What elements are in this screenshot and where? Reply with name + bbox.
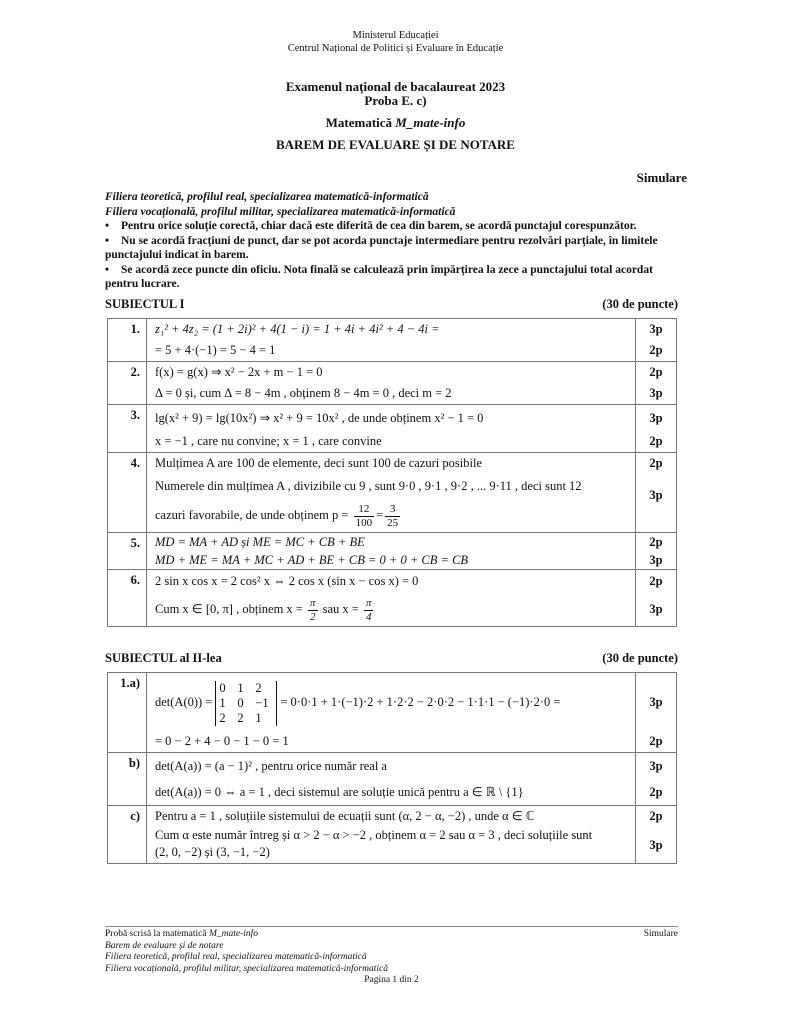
table-row [108,319,677,362]
fraction: $\frac{3}{25}$ [387,502,399,529]
item-points: 2p 3p [636,570,677,627]
table-row [108,405,677,453]
instruction-bullet: • Pentru orice soluție corectă, chiar dacă este diferită de cea din barem, se acordă punctajul corespunzător. [105,220,637,232]
table-row [108,453,677,533]
subject-code: M_mate-info [395,115,466,130]
item-number: 1.a) [108,673,147,753]
item-solution: det(A(0)) = 0 1 2 1 0 −1 2 2 1 = 0·0·1 + 1·(−1)·2 + 1·2·2 − 2·0·2 − 1·1·1 − (−1)·2·0 = = 0 − 2 + 4 − 0 − 1 − 0 = 1 [147,673,636,753]
page-number: Pagina 1 din 2 [364,975,419,985]
subiect-2-points: (30 de puncte) [602,651,678,665]
instruction-bullet: • Se acordă zece puncte din oficiu. Nota finală se calculează prin împărțirea la zece a punctajului total acordat pentru lucrare. [105,263,653,290]
item-solution: Pentru a = 1 , soluțiile sistemului de ecuații sunt (α, 2 − α, −2) , unde α ∈ ℂ Cum α este număr întreg și α > 2 − α > −2 , obținem α = 2 sau α = 3 , deci soluțiile sunt (2, 0, −2) și (3, −1, −2) [147,806,636,864]
item-solution: MD = MA + AD și ME = MC + CB + BE MD + ME = MA + MC + AD + BE + CB = 0 + 0 + CB = CB [147,533,636,570]
item-points: 2p 3p [636,806,677,864]
item-solution: z₁² + 4z₂ = (1 + 2i)² + 4(1 − i) = 1 + 4i + 4i² + 4 − 4i = = 5 + 4·(−1) = 5 − 4 = 1 [147,319,636,362]
barem-title: BAREM DE EVALUARE ȘI DE NOTARE [276,137,515,152]
item-number: 4. [108,453,147,533]
item-solution: Mulțimea A are 100 de elemente, deci sunt 100 de cazuri posibile Numerele din mulțimea A , divizibile cu 9 , sunt 9·0 , 9·1 , 9·2 , ... 9·11 , deci sunt 12 cazuri favorabile, de unde obținem p = $\frac{12}{100}$ = $\frac{3}{25}$ [147,453,636,533]
item-number: 2. [108,362,147,405]
item-points: 3p 2p [636,405,677,453]
footer-divider [105,926,678,927]
exam-title: Examenul național de bacalaureat 2023 [285,79,506,94]
subiect-2-title: SUBIECTUL al II-lea [105,651,222,665]
item-points: 3p 2p [636,673,677,753]
item-number: 6. [108,570,147,627]
footer-line-3: Filiera teoretică, profilul real, specializarea matematică-informatică [105,952,367,962]
table-row [108,806,677,864]
table-row [108,753,677,806]
table-row [108,570,677,627]
filiera-theoretical: Filiera teoretică, profilul real, specializarea matematică-informatică [105,191,429,203]
proba-title: Proba E. c) [364,93,427,108]
item-points: 2p 3p [636,533,677,570]
table-row [108,362,677,405]
fraction: $\frac{\pi}{4}$ [365,596,372,623]
item-solution: det(A(a)) = (a − 1)² , pentru orice număr real a det(A(a)) = 0 ⇔ a = 1 , deci sistemul are soluție unică pentru a ∈ ℝ \ {1} [147,753,636,806]
intro-section [105,190,687,292]
footer-line-4: Filiera vocațională, profilul militar, specializarea matematică-informatică [105,963,388,974]
document-footer [105,929,678,987]
item-solution: lg(x² + 9) = lg(10x²) ⇒ x² + 9 = 10x² , de unde obținem x² − 1 = 0 x = −1 , care nu convine; x = 1 , care convine [147,405,636,453]
subiect-1-table [107,318,677,627]
item-solution: f(x) = g(x) ⇒ x² − 2x + m − 1 = 0 Δ = 0 și, cum Δ = 8 − 4m , obținem 8 − 4m = 0 , deci m = 2 [147,362,636,405]
table-row [108,533,677,570]
subiect-1-title: SUBIECTUL I [105,297,185,311]
subject-title [0,115,791,130]
item-points: 3p 2p [636,319,677,362]
item-number: 5. [108,533,147,570]
fraction: $\frac{\pi}{2}$ [309,596,316,623]
footer-line-1: Probă scrisă la matematică M_mate-info Simulare [105,929,678,939]
determinant-matrix: 0 1 2 1 0 −1 2 2 1 [215,681,277,726]
subiect-2-heading [105,651,678,666]
bullet-icon: • [105,220,110,232]
item-number: 3. [108,405,147,453]
item-points: 3p 2p [636,753,677,806]
document-header [0,29,791,55]
center-name: Centrul Național de Politici și Evaluare în Educație [287,43,504,54]
item-number: 1. [108,319,147,362]
filiera-vocational: Filiera vocațională, profilul militar, specializarea matematică-informatică [105,205,456,218]
subject-prefix: Matematică [325,115,396,130]
item-number: c) [108,806,147,864]
ministry-name: Ministerul Educației [352,30,439,41]
subiect-2-table [107,672,677,864]
bullet-icon: • [105,263,110,276]
footer-session: Simulare [643,929,678,939]
fraction: $\frac{12}{100}$ [355,502,373,529]
bullet-icon: • [105,234,110,247]
item-points: 2p 3p [636,453,677,533]
session-label: Simulare [636,170,687,185]
item-number: b) [108,753,147,806]
item-points: 2p 3p [636,362,677,405]
subiect-1-heading [105,297,678,312]
item-solution: 2 sin x cos x = 2 cos² x ⇔ 2 cos x (sin x − cos x) = 0 Cum x ∈ [0, π] , obținem x = $\frac{\pi}{2}$ sau x = $\frac{\pi}{4}$ [147,570,636,627]
subiect-1-points: (30 de puncte) [602,297,678,311]
instruction-bullet: • Nu se acordă fracțiuni de punct, dar se pot acorda punctaje intermediare pentru rezolvări parțiale, în limitele punctajului indicat în barem. [105,234,658,261]
footer-line-2: Barem de evaluare și de notare [105,940,224,951]
table-row [108,673,677,753]
